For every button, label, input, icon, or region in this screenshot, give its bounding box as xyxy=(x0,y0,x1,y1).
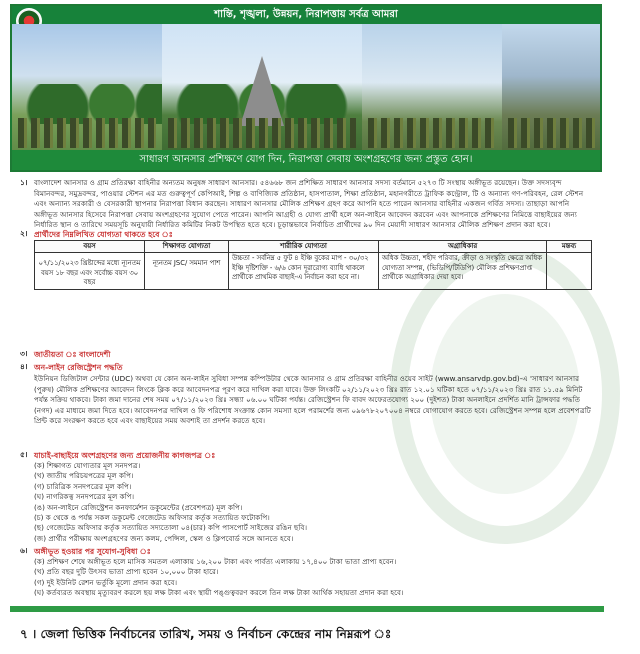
banner-photo-march xyxy=(362,24,502,154)
list-item: (খ) প্রতি বছর দুটি উৎসব ভাতা প্রাপ্য হবেন ১০,০০০ টাকা হারে। xyxy=(34,567,219,577)
header-age: বয়স xyxy=(35,241,145,253)
header-remarks: মন্তব্য xyxy=(547,241,592,253)
header-education: শিক্ষাগত যোগ্যতা xyxy=(145,241,229,253)
people-row-shape xyxy=(508,118,598,148)
cell-age: ০৭/১১/২০২৩ খ্রিষ্টাব্দের মধ্যে ন্যূনতম বয়স ১৮ বছর এবং সর্বোচ্চ বয়স ৩০ বছর xyxy=(35,253,145,289)
section-heading: অন-লাইন রেজিস্ট্রেশন পদ্ধতি xyxy=(34,363,123,372)
people-row-shape xyxy=(368,118,496,148)
documents-list xyxy=(34,461,594,544)
header-priority: অগ্রাধিকার xyxy=(379,241,547,253)
section-number: ৩। xyxy=(20,349,28,358)
banner-slogan: শান্তি, শৃঙ্খলা, উন্নয়ন, নিরাপত্তায় সর্বত্র আমরা xyxy=(12,6,600,24)
banner-photo-monument xyxy=(162,24,362,154)
people-row-shape xyxy=(18,118,156,148)
cell-education: ন্যূনতম JSC/ সমমান পাশ xyxy=(145,253,229,289)
list-item: (ঘ) নাগরিকত্ব সনদপত্রের মূল কপি। xyxy=(34,492,135,502)
list-item: (চ) ক থেকে ঙ পর্যন্ত সকল ডকুমেন্ট গেজেটেড অফিসার কর্তৃক সত্যায়িত ফটোকপি। xyxy=(34,513,270,523)
section-divider xyxy=(10,606,604,612)
people-row-shape xyxy=(168,118,356,148)
cell-physical: উচ্চতা - সর্বনিম্ন ৫ ফুট ৪ ইঞ্চি বুকের মাপ - ৩০/৩২ ইঞ্চি দৃষ্টিশক্তি - ৬/৬ কোন দূরারোগ্য ব্যাধি থাকলে প্রার্থীকে প্রাথমিক বাছাই-এ নির্বাচন করা হবে না। xyxy=(229,253,379,289)
header-physical: শারীরিক যোগ্যতা xyxy=(229,241,379,253)
list-item: (ক) প্রশিক্ষণ শেষে অঙ্গীভূত হলে মাসিক সমতল এলাকায় ১৬,২০০ টাকা এবং পার্বত্য এলাকায় ১৭,৪০০ টাকা ভাতা প্রাপ্য হবেন। xyxy=(34,557,397,566)
section-heading: জাতীয়তা ঃ বাংলাদেশী xyxy=(34,350,111,359)
section-number: ১। xyxy=(20,178,28,187)
section-heading: প্রার্থীদের নিম্নলিখিত যোগ্যতা থাকতে হবে ঃ xyxy=(34,230,173,239)
section-4-text: ইউনিয়ন ডিজিটাল সেন্টার (UDC) অথবা যে কোন অন-লাইন সুবিধা সম্পন্ন কম্পিউটার থেকে আনসার ও গ্রাম প্রতিরক্ষা বাহিনীর ওয়েব সাইট (www.ansarvdp.gov.bd)-এ 'সাধারণ আনসার (পুরুষ) মৌলিক প্রশিক্ষণের আবেদন লিংকে ক্লিক করে আবেদনপত্র পূরণ করে দাখিল করা যাবে। উক্ত লিংকটি ০২/১১/২০২৩ খ্রিঃ রাত ১২.০১ ঘটিকা হতে ০৭/১১/২০২৩ খ্রিঃ রাত ১১.৫৯ মিনিট পর্যন্ত সক্রিয় থাকবে। টাকা জমা দানের শেষ সময় ০৭/১১/২০২৩ খ্রিঃ সন্ধ্যা ০৬.০০ ঘটিকা পর্যন্ত। রেজিস্ট্রেশন ফি বাবদ অফেরতযোগ্য ২০০ (দুইশত) টাকা অনলাইনে প্রদর্শিত মানি ট্রান্সফার পদ্ধতি (নগদ) এর মাধ্যমে জমা দিতে হবে। আবেদনপত্র দাখিল ও ফি পরিশোধ সংক্রান্ত কোন সমস্যা হলে পরামর্শের জন্য ০৯৬৭৮২০৭০০৪ নম্বরে যোগাযোগ করতে হবে। রেজিস্ট্রেশন সম্পন্ন হলে প্রবেশপত্রটি প্রিন্ট করে সংরক্ষণ করতে হবে এবং বাছাইয়ের সময় অবশ্যই তা প্রদর্শন করতে হবে। xyxy=(34,374,591,426)
section-number: ৫। xyxy=(20,450,28,459)
monument-shape xyxy=(240,56,284,126)
footer-text: । জেলা ভিত্তিক নির্বাচনের তারিখ, সময় ও নির্বাচন কেন্দ্রের নাম নিম্নরূপ ঃ xyxy=(32,627,392,641)
section-number: ২। xyxy=(20,229,28,238)
banner-tagline: সাধারণ আনসার প্রশিক্ষণে যোগ দিন, নিরাপত্তা সেবায় অংশগ্রহণের জন্য প্রস্তুত হোন। xyxy=(12,150,600,170)
list-item: (খ) জাতীয় পরিচয়পত্রের মূল কপি। xyxy=(34,471,134,481)
table-row xyxy=(35,253,592,289)
section-number: ৪। xyxy=(20,362,28,371)
list-item: (ঙ) অন-লাইনে রেজিস্ট্রেশন কনফার্মেশন ডকুমেন্টের (প্রবেশপত্র) মূল কপি। xyxy=(34,502,243,512)
list-item: (গ) চারিত্রিক সনদপত্রের মূল কপি। xyxy=(34,481,132,491)
list-item: (ক) শিক্ষাগত যোগ্যতার মূল সনদপত্র। xyxy=(34,461,141,470)
footer-heading xyxy=(20,626,391,646)
benefits-list xyxy=(34,557,594,599)
document-body xyxy=(10,174,602,604)
banner xyxy=(10,4,602,172)
section-1-text: বাংলাদেশ আনসার ও গ্রাম প্রতিরক্ষা বাহিনীর অন্যতম অনুষঙ্গ সাধারণ আনসার। ৫৪৬৬৮ জন প্রশিক্ষিত সাধারণ আনসার সদস্য বর্তমানে ৫২৭৩ টি সংস্থায় অঙ্গীভূত রয়েছেন। উক্ত সদস্যবৃন্দ বিমানবন্দর, সমুদ্রবন্দর, পাওয়ার স্টেশন এর মত গুরুত্বপূর্ণ কেপিআই, শিল্প ও বাণিজ্যিক প্রতিষ্ঠান, হাসপাতাল, শিক্ষা প্রতিষ্ঠান, মহানগরীতে ট্রাফিক কন্ট্রোল, টি ও অন্যান্য গণ-পরিবহন, রেল স্টেশন এবং অন্যান্য সরকারী ও বেসরকারী স্থাপনার নিরাপত্তা বিধান করছেন। সাধারণ আনসার মৌলিক প্রশিক্ষণ গ্রহণ করে আপনি হতে পারেন আনসার বাহিনীর একজন গর্বিত সদস্য। তাছাড়া আপনি অঙ্গীভূত আনসার হিসেবে নিরাপত্তা সেবায় অংশগ্রহণের সুযোগ পেতে পারেন। আপনি আগ্রহী ও যোগ্য প্রার্থী হলে অন-লাইনে আবেদন করবেন এবং আপনাকে প্রশিক্ষণের নিমিত্তে বাছাইয়ের জন্য নির্ধারিত স্থান ও তারিখে সময়সূচি অনুযায়ী নির্ধারিত কমিটির নিকট উপস্থিত হতে হবে। চূড়ান্তভাবে নির্বাচিত প্রার্থীদের ৯০ দিন মেয়াদী সাধারণ আনসার মৌলিক প্রশিক্ষণ প্রদান করা হবে। xyxy=(34,178,584,230)
footer-number: ৭ xyxy=(20,627,28,641)
banner-photo-parade xyxy=(12,24,162,154)
section-heading: অঙ্গীভূত হওয়ার পর সুযোগ-সুবিধা ঃ xyxy=(34,547,151,556)
cell-priority: অধিক উচ্চতা, শহীদ পরিবার, ক্রীড়া ও সংস্কৃতি ক্ষেত্রে অধিক যোগ্যতা সম্পন্ন, (ভিডিপি/টিডিপি) মৌলিক প্রশিক্ষণপ্রাপ্ত প্রার্থীকে অগ্রাধিকার দেয়া হবে। xyxy=(379,253,547,289)
list-item: (গ) দুই ইউনিট রেশন ভর্তুকি মূল্যে প্রদান করা হবে। xyxy=(34,577,178,587)
list-item: (জ) প্রার্থীর পরীক্ষায় অংশগ্রহণের জন্য কলম, পেন্সিল, স্কেল ও ক্লিপবোর্ড সঙ্গে আনতে হবে। xyxy=(34,533,294,543)
banner-photo-guards xyxy=(502,24,602,154)
cell-remarks xyxy=(547,253,592,289)
section-number: ৬। xyxy=(20,546,28,555)
section-heading: যাচাই-বাছাইয়ে অংশগ্রহণের জন্য প্রয়োজনীয় কাগজপত্র ঃ xyxy=(34,451,216,460)
requirements-table xyxy=(34,240,592,290)
list-item: (ঘ) কর্তব্যরত অবস্থায় মৃত্যুবরণ করলে ছয় লক্ষ টাকা এবং স্থায়ী পঙ্গুত্ববরণ করলে তিন লক্ষ টাকা আর্থিক সহায়তা প্রদান করা হবে। xyxy=(34,588,404,598)
list-item: (ছ) গেজেটেড অফিসার কর্তৃক সত্যায়িত সদ্যতোলা ০৪(চার) কপি পাসপোর্ট সাইজের রঙিন ছবি। xyxy=(34,523,308,533)
table-header-row xyxy=(35,241,592,253)
